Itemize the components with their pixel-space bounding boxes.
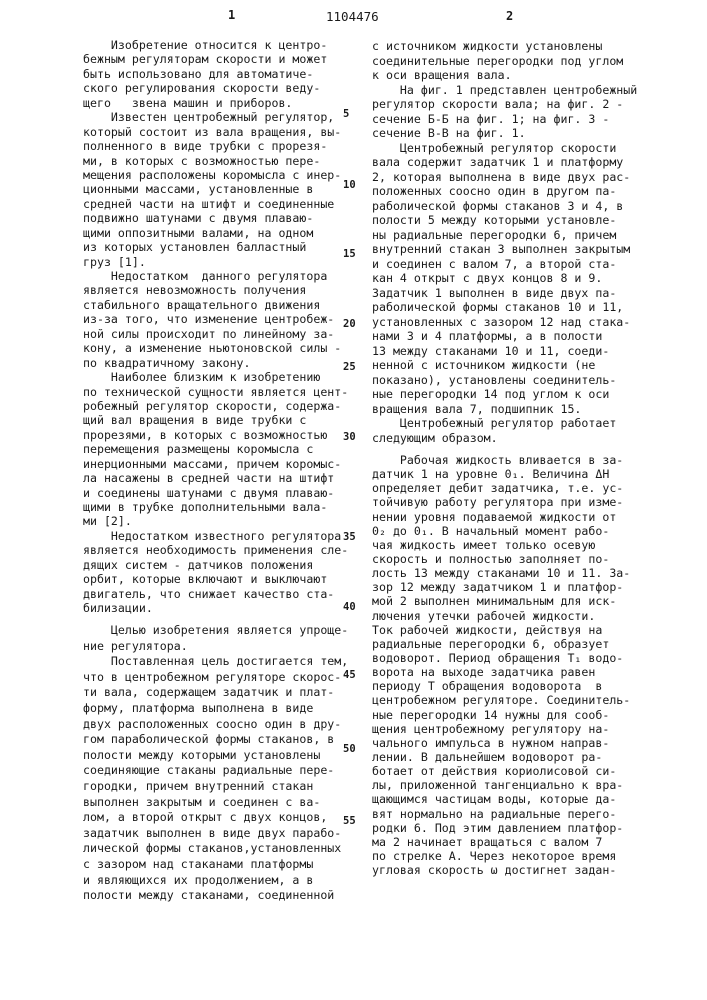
text-line: щающимся частицам воды, которые да- — [372, 792, 630, 806]
text-line: ти вала, содержащем задатчик и плат- — [83, 685, 348, 701]
text-line: ворота на выходе задатчика равен — [372, 665, 630, 679]
text-line: стабильного вращательного движения — [83, 298, 348, 312]
text-line: мой 2 выполнен минимальным для иск- — [372, 594, 630, 608]
text-line: щения центробежному регулятору на- — [372, 722, 630, 736]
text-line: нении уровня подаваемой жидкости от — [372, 510, 630, 524]
text-line: выполнен закрытым и соединен с ва- — [83, 795, 348, 811]
text-line: двух расположенных соосно один в дру- — [83, 717, 348, 733]
text-line: из которых установлен балластный — [83, 240, 348, 254]
text-line: чального импульса в нужном направ- — [372, 736, 630, 750]
text-line: быть использовано для автоматиче- — [83, 67, 348, 81]
text-line: кону, а изменение ньютоновской силы - — [83, 341, 348, 355]
text-line: является невозможность получения — [83, 283, 348, 297]
left-column-text-1 — [83, 38, 348, 616]
text-line: 2, которая выполнена в виде двух рас- — [372, 170, 637, 185]
text-line: щими оппозитными валами, на одном — [83, 226, 348, 240]
text-line: периоду T обращения водоворота в — [372, 679, 630, 693]
text-line: задатчик выполнен в виде двух парабо- — [83, 826, 348, 842]
text-line: зор 12 между задатчиком 1 и платфор- — [372, 580, 630, 594]
text-line: раболической формы стаканов 3 и 4, в — [372, 199, 637, 214]
text-line: ные перегородки 14 под углом к оси — [372, 387, 637, 402]
text-line: ние регулятора. — [83, 639, 348, 655]
text-line: Центробежный регулятор скорости — [372, 141, 637, 156]
text-line: сечение В-В на фиг. 1. — [372, 126, 637, 141]
text-line: вала содержит задатчик 1 и платформу — [372, 155, 637, 170]
text-line: лении. В дальнейшем водоворот ра- — [372, 750, 630, 764]
text-line: перемещения размещены коромысла с — [83, 442, 348, 456]
text-line: Изобретение относится к центро- — [83, 38, 348, 52]
text-line: ны радиальные перегородки 6, причем — [372, 228, 637, 243]
text-line: кан 4 открыт с двух концов 8 и 9. — [372, 271, 637, 286]
text-line: нами 3 и 4 платформы, а в полости — [372, 329, 637, 344]
page-number-left: 1 — [228, 8, 235, 22]
text-line: полости между которыми установлены — [83, 748, 348, 764]
line-number: 20 — [343, 318, 356, 330]
text-line: ма 2 начинает вращаться с валом 7 — [372, 835, 630, 849]
line-number: 50 — [343, 743, 356, 755]
text-line: 13 между стаканами 10 и 11, соеди- — [372, 344, 637, 359]
line-number: 15 — [343, 248, 356, 260]
text-line: к оси вращения вала. — [372, 68, 637, 83]
text-line: билизации. — [83, 601, 348, 615]
text-line: Поставленная цель достигается тем, — [83, 654, 348, 670]
text-line: полости 5 между которыми установле- — [372, 213, 637, 228]
text-line: Центробежный регулятор работает — [372, 416, 637, 431]
text-line: ционными массами, установленные в — [83, 182, 348, 196]
text-line: из-за того, что изменение центробеж- — [83, 312, 348, 326]
text-line: родки 6. Под этим давлением платфор- — [372, 821, 630, 835]
text-line: орбит, которые включают и выключают — [83, 572, 348, 586]
text-line: тойчивую работу регулятора при изме- — [372, 495, 630, 509]
text-line: который состоит из вала вращения, вы- — [83, 125, 348, 139]
text-line: Рабочая жидкость вливается в за- — [372, 453, 630, 467]
text-line: бежным регуляторам скорости и может — [83, 52, 348, 66]
text-line: лючения утечки рабочей жидкости. — [372, 609, 630, 623]
line-number: 40 — [343, 601, 356, 613]
text-line: Наиболее близким к изобретению — [83, 370, 348, 384]
text-line: является необходимость применения сле- — [83, 543, 348, 557]
text-line: соединительные перегородки под углом — [372, 54, 637, 69]
text-line: ми, в которых с возможностью пере- — [83, 154, 348, 168]
text-line: Ток рабочей жидкости, действуя на — [372, 623, 630, 637]
text-line: соединяющие стаканы радиальные пере- — [83, 763, 348, 779]
text-line: 0₂ до 0₁. В начальный момент рабо- — [372, 524, 630, 538]
line-number: 55 — [343, 815, 356, 827]
text-line: показано), установлены соединитель- — [372, 373, 637, 388]
text-line: положенных соосно один в другом па- — [372, 184, 637, 199]
text-line: лы, приложенной тангенциально к вра- — [372, 778, 630, 792]
text-line: городки, причем внутренний стакан — [83, 779, 348, 795]
text-line: радиальные перегородки 6, образует — [372, 637, 630, 651]
text-line: лической формы стаканов,установленных — [83, 841, 348, 857]
text-line: подвижно шатунами с двумя плаваю- — [83, 211, 348, 225]
text-line: водоворот. Период обращения T₁ водо- — [372, 651, 630, 665]
text-line: Целью изобретения является упроще- — [83, 623, 348, 639]
text-line: установленных с зазором 12 над стака- — [372, 315, 637, 330]
line-number: 10 — [343, 179, 356, 191]
text-line: средней части на штифт и соединенные — [83, 197, 348, 211]
right-column-text-1 — [372, 39, 637, 445]
text-line: гом параболической формы стаканов, в — [83, 732, 348, 748]
left-column-text-2 — [83, 623, 348, 904]
text-line: мещения расположены коромысла с инер- — [83, 168, 348, 182]
text-line: чая жидкость имеет только осевую — [372, 538, 630, 552]
text-line: лость 13 между стаканами 10 и 11. За- — [372, 566, 630, 580]
text-line: с источником жидкости установлены — [372, 39, 637, 54]
text-line: угловая скорость ω достигнет задан- — [372, 863, 630, 877]
text-line: ной силы происходит по линейному за- — [83, 327, 348, 341]
text-line: двигатель, что снижает качество ста- — [83, 587, 348, 601]
text-line: по стрелке A. Через некоторое время — [372, 849, 630, 863]
text-line: Недостатком данного регулятора — [83, 269, 348, 283]
right-column-text-2 — [372, 453, 630, 877]
text-line: Известен центробежный регулятор, — [83, 110, 348, 124]
text-line: щего звена машин и приборов. — [83, 96, 348, 110]
page-number-right: 2 — [506, 9, 513, 23]
text-line: раболической формы стаканов 10 и 11, — [372, 300, 637, 315]
text-line: ми [2]. — [83, 514, 348, 528]
text-line: определяет дебит задатчика, т.е. ус- — [372, 481, 630, 495]
line-number: 30 — [343, 431, 356, 443]
text-line: лом, а второй открыт с двух концов, — [83, 810, 348, 826]
text-line: сечение Б-Б на фиг. 1; на фиг. 3 - — [372, 112, 637, 127]
text-line: ботает от действия кориолисовой си- — [372, 764, 630, 778]
text-line: и соединен с валом 7, а второй ста- — [372, 257, 637, 272]
text-line: что в центробежном регуляторе скорос- — [83, 670, 348, 686]
text-line: внутренний стакан 3 выполнен закрытым — [372, 242, 637, 257]
text-line: прорезями, в которых с возможностью — [83, 428, 348, 442]
text-line: центробежном регуляторе. Соединитель- — [372, 693, 630, 707]
text-line: форму, платформа выполнена в виде — [83, 701, 348, 717]
text-line: робежный регулятор скорости, содержа- — [83, 399, 348, 413]
line-number: 5 — [343, 108, 349, 120]
text-line: ского регулирования скорости веду- — [83, 81, 348, 95]
line-number: 35 — [343, 531, 356, 543]
text-line: датчик 1 на уровне 0₁. Величина ΔH — [372, 467, 630, 481]
text-line: дящих систем - датчиков положения — [83, 558, 348, 572]
text-line: щий вал вращения в виде трубки с — [83, 413, 348, 427]
text-line: полненного в виде трубки с прорезя- — [83, 139, 348, 153]
text-line: На фиг. 1 представлен центробежный — [372, 83, 637, 98]
text-line: по технической сущности является цент- — [83, 385, 348, 399]
text-line: инерционными массами, причем коромыс- — [83, 457, 348, 471]
text-line: по квадратичному закону. — [83, 356, 348, 370]
text-line: вят нормально на радиальные перего- — [372, 807, 630, 821]
text-line: щими в трубке дополнительными вала- — [83, 500, 348, 514]
text-line: вращения вала 7, подшипник 15. — [372, 402, 637, 417]
text-line: следующим образом. — [372, 431, 637, 446]
text-line: и являющихся их продолжением, а в — [83, 873, 348, 889]
text-line: ла насажены в средней части на штифт — [83, 471, 348, 485]
line-number: 45 — [343, 669, 356, 681]
text-line: регулятор скорости вала; на фиг. 2 - — [372, 97, 637, 112]
text-line: полости между стаканами, соединенной — [83, 888, 348, 904]
text-line: Недостатком известного регулятора — [83, 529, 348, 543]
patent-number: 1104476 — [326, 9, 379, 24]
text-line: ненной с источником жидкости (не — [372, 358, 637, 373]
line-number: 25 — [343, 361, 356, 373]
text-line: и соединены шатунами с двумя плаваю- — [83, 486, 348, 500]
text-line: Задатчик 1 выполнен в виде двух па- — [372, 286, 637, 301]
text-line: груз [1]. — [83, 255, 348, 269]
text-line: скорость и полностью заполняет по- — [372, 552, 630, 566]
text-line: ные перегородки 14 нужны для сооб- — [372, 708, 630, 722]
text-line: с зазором над стаканами платформы — [83, 857, 348, 873]
